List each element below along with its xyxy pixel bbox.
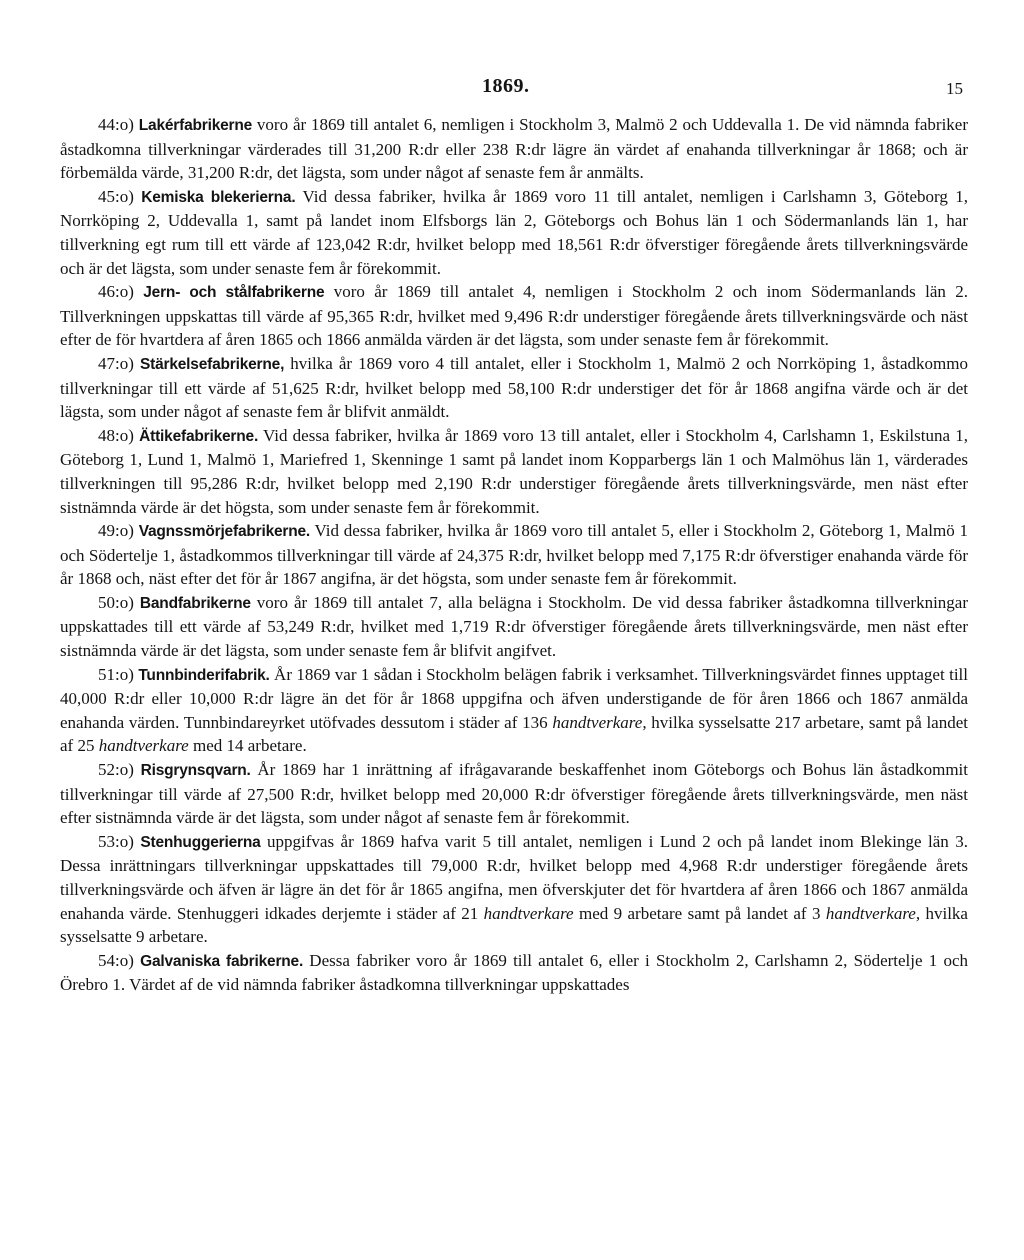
paragraph-lead-term: Ättikefabrikerne.: [139, 427, 259, 445]
paragraph-lead-term: Kemiska blekerierna.: [141, 188, 296, 206]
paragraph-text: hvilka sysselsatte 217 arbetare, samt på landet af 25: [60, 712, 968, 756]
paragraph-number: 45:o): [98, 186, 134, 206]
paragraph-text: voro år 1869 till antalet 6, nemligen i Stockholm 3, Malmö 2 och Uddevalla 1. De vid nämnda fabriker åstadkomna tillverkningar värderades till 31,200 R:dr eller 238 R:dr lägre än värdet af enahanda tillverkningar år 1868; och är förbemälda värde, 31,200 R:dr, det lägsta, som under något af senaste fem år anmälts.: [60, 115, 968, 183]
paragraph-text: med 14 arbetare.: [188, 736, 307, 756]
paragraph: [60, 113, 968, 185]
paragraph-text: voro år 1869 till antalet 4, nemligen i Stockholm 2 och inom Södermanlands län 2. Tillverkningen uppskattas till värde af 95,365 R:dr, hvilket med 9,496 R:dr understiger föregående årets tillverkningsvärde och näst efter de för hvartdera af åren 1865 och 1866 anmälda värden är det lägsta, som under senaste fem år förekommit.: [60, 282, 968, 350]
paragraph-text: År 1869 var 1 sådan i Stockholm belägen fabrik i verksamhet. Tillverkningsvärdet finnes upptaget till 40,000 R:dr eller 10,000 R:dr lägre än det för år 1868 uppgifna och äfven understigande de för åren 1866 och 1867 anmälda enahanda värden. Tunnbindareyrket utöfvades dessutom i städer af 136: [60, 664, 969, 732]
paragraph-number: 46:o): [98, 282, 134, 302]
paragraph-text: År 1869 har 1 inrättning af ifrågavarande beskaffenhet inom Göteborgs och Bohus län åstadkommit tillverkningar till värde af 27,500 R:dr, hvilket belopp med 20,000 R:dr öfverstiger föregående årets tillverkningsvärde, men näst efter sistnämnda värde är det lägsta, som under något af senaste fem år förekommit.: [60, 760, 969, 828]
body-text: [60, 113, 968, 997]
paragraph-text: Vid dessa fabriker, hvilka år 1869 voro till antalet 5, eller i Stockholm 2, Göteborg 1, Malmö 1 och Södertelje 1, åstadkommos tillverkningar till värde af 24,375 R:dr, hvilket belopp med 7,175 R:dr öfverstiger enahanda värde för år 1868 och, näst efter det för år 1867 angifna, är det högsta, som under senaste fem år förekommit.: [60, 521, 968, 589]
paragraph-text: Vid dessa fabriker, hvilka år 1869 voro 13 till antalet, eller i Stockholm 4, Carlshamn 1, Eskilstuna 1, Göteborg 1, Lund 1, Malmö 1, Mariefred 1, Skenninge 1 samt på landet inom Kopparbergs län 1 och Malmöhus län 1, värderades tillverkningen till 95,286 R:dr, hvilket belopp med 2,190 R:dr understiger föregående årets tillverkningsvärde, men näst efter sistnämnda värde är det högsta, som under senaste fem år förekommit.: [60, 425, 969, 517]
paragraph: [60, 758, 968, 830]
paragraph: [60, 519, 968, 591]
italic-text: handtverkare: [98, 736, 189, 756]
paragraph-text: voro år 1869 till antalet 7, alla belägna i Stockholm. De vid dessa fabriker åstadkomna tillverkningar uppskattades till ett värde af 53,249 R:dr, hvilket med 1,719 R:dr öfverstiger föregående årets tillverkningsvärde, men näst efter sistnämnda värde är det lägsta, som under senaste fem år blifvit angifvet.: [60, 592, 968, 661]
running-header-year: 1869.: [482, 75, 530, 97]
paragraph-text: Dessa fabriker voro år 1869 till antalet 6, eller i Stockholm 2, Carlshamn 2, Södertelje 1 och Örebro 1. Värdet af de vid nämnda fabriker åstadkomna tillverkningar uppskattades: [60, 950, 968, 995]
paragraph-number: 47:o): [98, 353, 134, 373]
paragraph-number: 52:o): [98, 760, 134, 780]
paragraph-lead-term: Vagnssmörjefabrikerne.: [138, 523, 311, 541]
paragraph: [60, 949, 968, 997]
paragraph-lead-term: Bandfabrikerne: [139, 594, 251, 612]
paragraph-text: uppgifvas år 1869 hafva varit 5 till antalet, nemligen i Lund 2 och på landet inom Blekinge län 3. Dessa inrättningars tillverkningar uppskattades till 79,000 R:dr, hvilket belopp med 4,968 R:dr understiger föregående årets tillverkningsvärde och äfven är lägre än det för år 1865 angifna, men öfverskjuter det för hvartdera af åren 1866 och 1867 anmälda enahanda värde. Stenhuggeri idkades derjemte i städer af 21: [60, 831, 968, 923]
paragraph-lead-term: Lakérfabrikerne: [138, 117, 253, 134]
paragraph-text: hvilka år 1869 voro 4 till antalet, eller i Stockholm 1, Malmö 2 och Norrköping 1, åstadkommo tillverkningar till ett värde af 51,625 R:dr, hvilket belopp med 58,100 R:dr understiger det för år 1868 angifna värde och är det lägsta, som under något af senaste fem år blifvit anmäldt.: [60, 353, 969, 422]
paragraph-lead-term: Galvaniska fabrikerne.: [140, 952, 304, 970]
paragraph: [60, 663, 968, 758]
italic-text: handtverkare: [483, 903, 574, 923]
paragraph: [60, 424, 968, 519]
paragraph-lead-term: Risgrynsqvarn.: [140, 762, 251, 780]
paragraph-number: 48:o): [98, 425, 134, 445]
paragraph: [60, 185, 968, 280]
italic-text: handtverkare,: [825, 903, 921, 923]
paragraph-lead-term: Jern- och stålfabrikerne: [143, 284, 325, 302]
paragraph-lead-term: Stärkelsefabrikerne,: [139, 355, 285, 373]
paragraph-number: 54:o): [98, 950, 134, 970]
paragraph-number: 50:o): [98, 592, 134, 612]
paragraph-lead-term: Tunnbinderifabrik.: [138, 666, 270, 684]
paragraph: [60, 280, 968, 352]
paragraph: [60, 591, 968, 663]
paragraph-text: hvilka sysselsatte 9 arbetare.: [60, 903, 968, 947]
paragraph: [60, 830, 968, 949]
paragraph-number: 49:o): [98, 521, 134, 541]
paragraph-text: med 9 arbetare samt på landet af 3: [573, 903, 826, 923]
paragraph-number: 53:o): [98, 831, 134, 851]
paragraph-text: Vid dessa fabriker, hvilka år 1869 voro 11 till antalet, nemligen i Carlshamn 3, Göteborg 1, Norrköping 2, Uddevalla 1, samt på landet inom Elfsborgs län 2, Göteborgs och Bohus län 1 och Södermanlands län 1, har tillverkning egt rum till ett värde af 123,042 R:dr, hvilket belopp med 18,561 R:dr öfverstiger föregående årets tillverkningsvärde och är det lägsta, som under senaste fem år förekommit.: [60, 186, 968, 278]
paragraph: [60, 352, 968, 424]
italic-text: handtverkare,: [552, 712, 647, 732]
paragraph-number: 51:o): [98, 664, 134, 684]
paragraph-lead-term: Stenhuggerierna: [140, 833, 261, 851]
page-number: 15: [946, 79, 963, 98]
paragraph-number: 44:o): [98, 115, 134, 134]
